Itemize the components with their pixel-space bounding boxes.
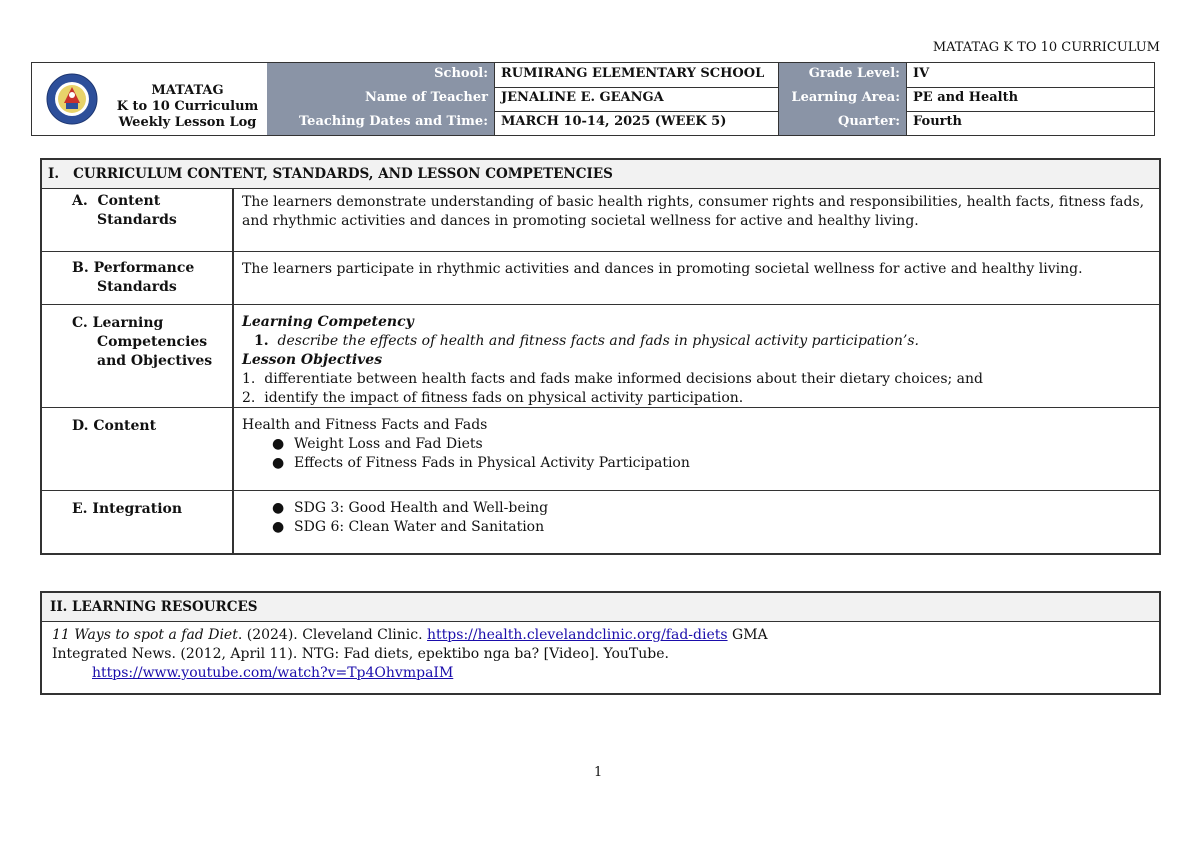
content-bullet-2-text: Effects of Fitness Fads in Physical Activity Participation [294,455,690,471]
curriculum-header: MATATAG K TO 10 CURRICULUM [932,40,1160,55]
content-bullet-2: ● Effects of Fitness Fads in Physical Activity Participation [272,455,690,471]
competency-number: 1. [254,333,269,349]
grade-value: IV [913,66,930,81]
objective-1 [242,370,1151,389]
teacher-value: JENALINE E. GEANGA [495,87,779,111]
e-label: E. Integration [72,501,183,517]
content-standards-row [42,189,1159,252]
info-grid [267,63,1154,135]
d-label: D. Content [72,418,157,434]
objective-1-text: differentiate between health facts and fads make informed decisions about their dietary choices; and [264,371,983,387]
school-label: School: [267,63,495,87]
competencies-label [42,305,234,407]
quarter-value: Fourth [913,114,962,129]
b-label-line1: B. Performance [72,260,195,276]
reference-2-link-line [52,664,1149,683]
lesson-log-header [31,62,1155,136]
competency-text: describe the effects of health and fitness facts and fads in physical activity participation’s. [277,333,919,349]
content-topic: Health and Fitness Facts and Fads [242,417,488,433]
info-row-teacher [267,87,1154,112]
a-label-line1: A. Content [72,193,161,209]
content-standards-text: The learners demonstrate understanding of basic health rights, consumer rights and responsibilities, health facts, fitness fads, and rhythmic activities and dances in promoting societal wellness for active and healthy living. [242,194,1145,229]
logo-title: MATATAG [151,83,224,98]
logo-text [110,83,265,131]
performance-standards-label [42,252,234,304]
deped-seal-icon [46,73,98,125]
c-label-line3: and Objectives [97,353,213,369]
integration-bullet-2-text: SDG 6: Clean Water and Sanitation [294,519,545,535]
competencies-row [42,305,1159,408]
integration-bullet-2: ● SDG 6: Clean Water and Sanitation [272,519,545,535]
objective-2-text: identify the impact of fitness fads on physical activity participation. [264,390,744,406]
logo-cell [32,63,268,135]
section2-title: II. LEARNING RESOURCES [42,593,1159,622]
content-label-cell [42,408,234,490]
teacher-label: Name of Teacher [267,87,495,111]
integration-bullet-1: ● SDG 3: Good Health and Well-being [272,500,549,516]
quarter-label: Quarter: [779,111,907,135]
dates-label: Teaching Dates and Time: [267,111,495,135]
c-label-line2: Competencies [97,334,208,350]
grade-label: Grade Level: [779,63,907,87]
info-row-school [267,63,1154,88]
logo-line3: Weekly Lesson Log [118,115,257,130]
integration-bullet-1-text: SDG 3: Good Health and Well-being [294,500,549,516]
logo-line2: K to 10 Curriculum [116,99,259,114]
integration-text [234,491,1159,541]
content-row [42,408,1159,491]
a-label-line2: Standards [97,212,177,228]
objective-1-number: 1. [242,371,256,387]
objective-2 [242,389,1151,408]
objective-2-number: 2. [242,390,256,406]
learning-resources-section [40,591,1161,695]
content-standards-label [42,189,234,251]
objectives-heading: Lesson Objectives [242,352,383,368]
competencies-text [234,305,1159,412]
performance-standards-row [42,252,1159,305]
page-number: 1 [594,765,603,780]
ref2-link[interactable]: https://www.youtube.com/watch?v=Tp4OhvmpaIM [92,665,454,681]
performance-standards-text: The learners participate in rhythmic activities and dances in promoting societal wellness for active and healthy living. [242,261,1083,277]
content-bullet-1-text: Weight Loss and Fad Diets [294,436,483,452]
ref1-title: 11 Ways to spot a fad Diet [52,627,238,643]
competency-item [242,332,1151,351]
area-label: Learning Area: [779,87,907,111]
curriculum-section [40,158,1161,555]
integration-label-cell [42,491,234,553]
content-bullet-1: ● Weight Loss and Fad Diets [272,436,483,452]
area-value: PE and Health [913,90,1019,105]
integration-row [42,491,1159,553]
dates-value: MARCH 10-14, 2025 (WEEK 5) [495,111,779,135]
reference-2: Integrated News. (2012, April 11). NTG: Fad diets, epektibo nga ba? [Video]. YouTube. [52,646,669,662]
competency-heading: Learning Competency [242,314,414,330]
school-value: RUMIRANG ELEMENTARY SCHOOL [495,63,779,87]
reference-1 [52,626,1149,645]
ref1-link[interactable]: https://health.clevelandclinic.org/fad-diets [427,627,728,643]
ref2-gma: GMA [727,627,768,643]
c-label-line1: C. Learning [72,315,164,331]
b-label-line2: Standards [97,279,177,295]
ref1-rest: . (2024). Cleveland Clinic. [237,627,428,643]
content-text [234,408,1159,477]
section1-title: I. CURRICULUM CONTENT, STANDARDS, AND LESSON COMPETENCIES [42,160,1159,189]
info-row-dates [267,111,1154,135]
resources-body [42,622,1159,687]
